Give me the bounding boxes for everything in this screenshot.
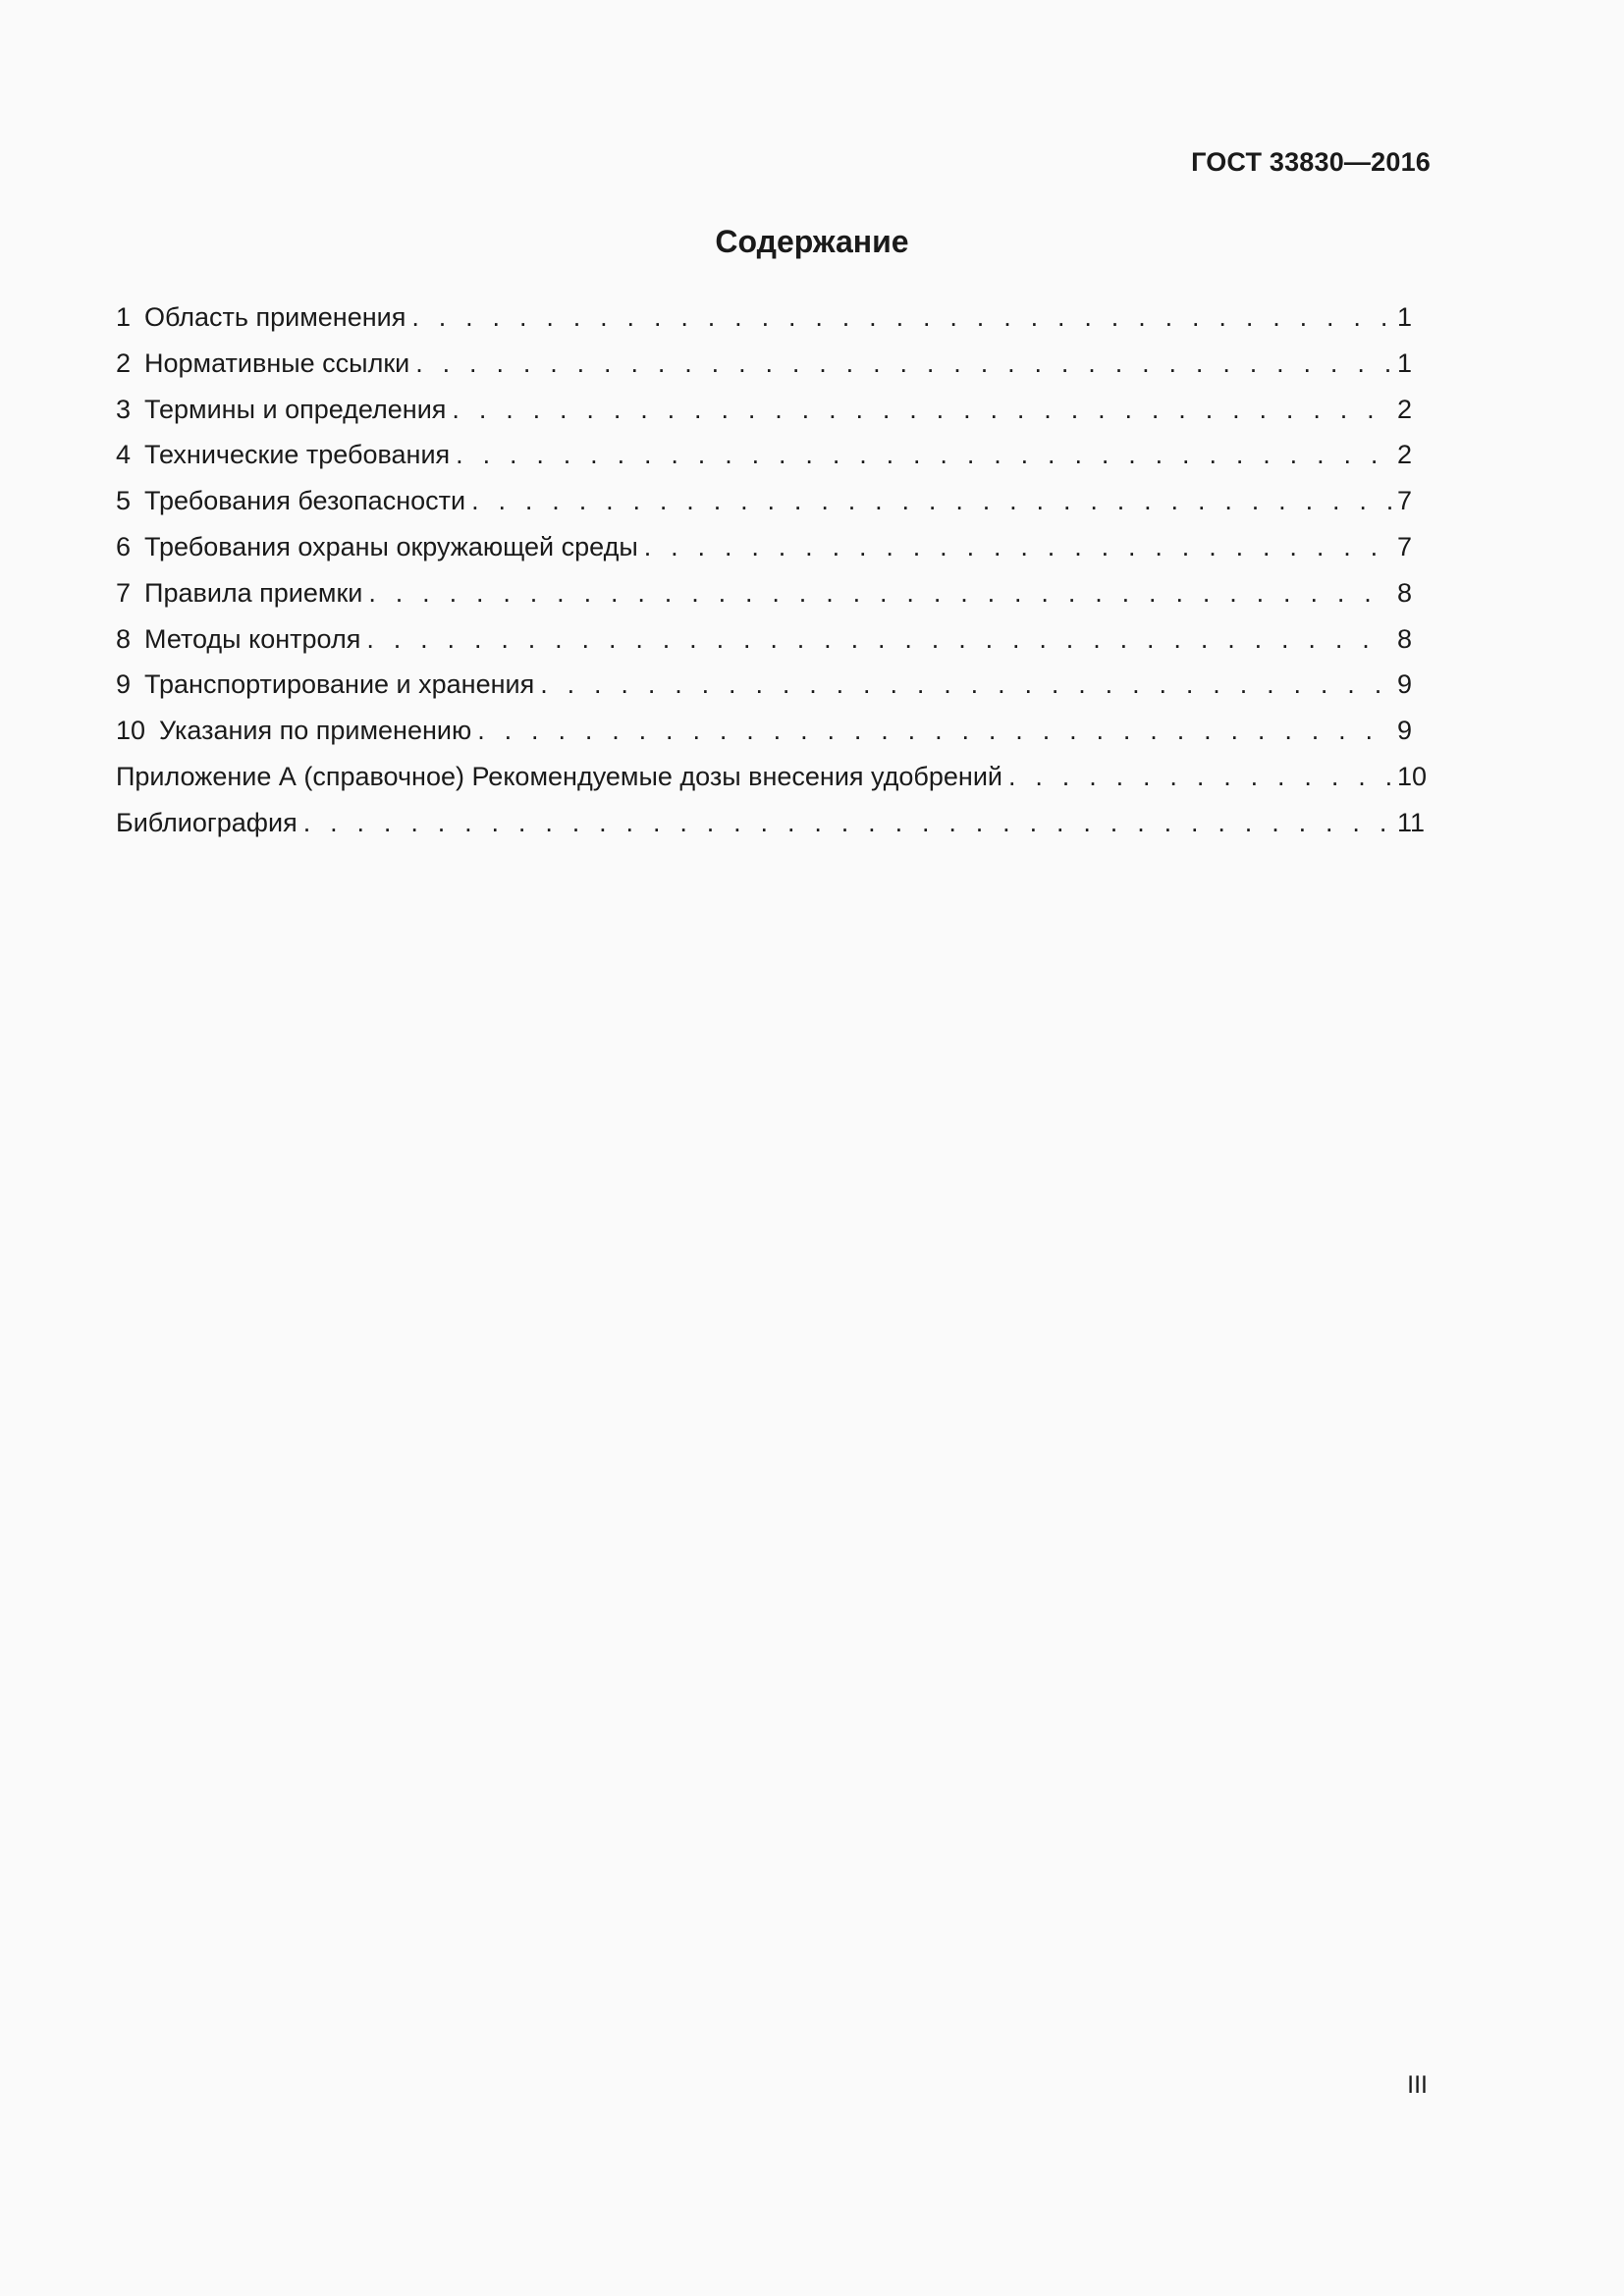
document-code: ГОСТ 33830—2016 [1191, 147, 1431, 177]
toc-item-title: Правила приемки [144, 577, 363, 608]
toc-leader-dots [411, 294, 1391, 341]
toc-item-transport-storage[interactable] [116, 662, 1431, 708]
toc-item-page: 1 [1397, 347, 1413, 378]
toc-item-title: Нормативные ссылки [144, 347, 410, 378]
toc-item-page: 7 [1397, 486, 1413, 516]
toc-item-control-methods[interactable] [116, 616, 1431, 663]
toc-item-page: 2 [1397, 440, 1413, 470]
toc-leader-dots [452, 387, 1391, 433]
toc-leader-dots [368, 570, 1391, 616]
toc-item-page: 8 [1397, 577, 1413, 608]
toc-item-scope[interactable] [116, 294, 1431, 341]
toc-item-number: 5 [116, 486, 132, 516]
toc-item-safety-requirements[interactable] [116, 478, 1431, 524]
toc-item-page: 2 [1397, 394, 1413, 424]
toc-item-title: Требования охраны окружающей среды [144, 531, 638, 561]
toc-item-number: 4 [116, 440, 132, 470]
toc-item-normative-references[interactable] [116, 341, 1431, 387]
toc-item-number: 9 [116, 669, 132, 700]
toc-item-number: 7 [116, 577, 132, 608]
toc-item-title: Указания по применению [159, 716, 472, 746]
page-number: III [1407, 2071, 1428, 2099]
toc-item-title: Методы контроля [144, 623, 361, 654]
toc-item-page: 11 [1397, 807, 1426, 837]
toc-item-title: Область применения [144, 302, 406, 332]
toc-item-title: Технические требования [144, 440, 451, 470]
toc-item-number: 6 [116, 531, 132, 561]
toc-item-number: 8 [116, 623, 132, 654]
toc-item-bibliography[interactable] [116, 800, 1431, 846]
toc-title: Содержание [715, 224, 909, 259]
toc-item-title: Библиография [116, 807, 298, 837]
toc-item-number: 2 [116, 347, 132, 378]
toc-item-page: 8 [1397, 623, 1413, 654]
toc-item-number: 3 [116, 394, 132, 424]
toc-item-page: 9 [1397, 716, 1413, 746]
toc-leader-dots [540, 662, 1391, 708]
toc-leader-dots [477, 708, 1391, 754]
toc-leader-dots [366, 616, 1391, 663]
toc-item-usage-instructions[interactable] [116, 708, 1431, 754]
toc-leader-dots [471, 478, 1391, 524]
toc-item-terms-definitions[interactable] [116, 387, 1431, 433]
toc-item-title: Приложение А (справочное) Рекомендуемые дозы внесения удобрений [116, 761, 1002, 791]
toc-item-technical-requirements[interactable] [116, 432, 1431, 478]
toc-leader-dots [1008, 754, 1391, 800]
toc-item-number: 1 [116, 302, 132, 332]
toc-item-title: Требования безопасности [144, 486, 466, 516]
toc-leader-dots [644, 524, 1391, 570]
toc-leader-dots [456, 432, 1391, 478]
toc-item-page: 1 [1397, 302, 1413, 332]
table-of-contents [116, 294, 1431, 846]
toc-item-appendix-a[interactable] [116, 754, 1431, 800]
toc-item-page: 7 [1397, 531, 1413, 561]
toc-item-title: Термины и определения [144, 394, 447, 424]
toc-item-number: 10 [116, 716, 146, 746]
toc-leader-dots [303, 800, 1391, 846]
toc-item-title: Транспортирование и хранения [144, 669, 535, 700]
toc-item-environmental-requirements[interactable] [116, 524, 1431, 570]
toc-item-acceptance-rules[interactable] [116, 570, 1431, 616]
toc-item-page: 9 [1397, 669, 1413, 700]
toc-item-page: 10 [1397, 761, 1428, 791]
toc-leader-dots [415, 341, 1391, 387]
